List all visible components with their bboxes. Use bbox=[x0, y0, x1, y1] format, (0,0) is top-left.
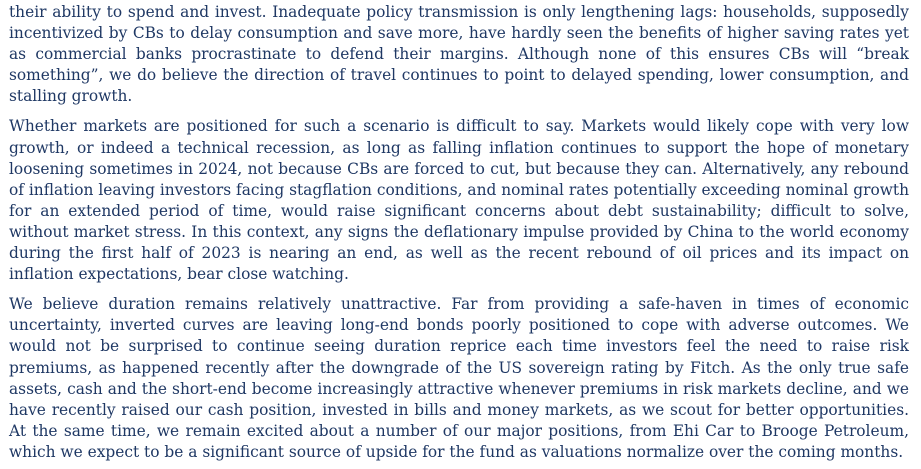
document-body bbox=[9, 2, 909, 463]
paragraph-market-positioning: Whether markets are positioned for such a scenario is difficult to say. Markets would likely cope with very low growth, or indeed a technical recession, as long as falling inflation continues to support the hope of monetary loosening sometimes in 2024, not because CBs are forced to cut, but because they can. Alternatively, any rebound of inflation leaving investors facing stagflation conditions, and nominal rates potentially exceeding nominal growth for an extended period of time, would raise significant concerns about debt sustainability; difficult to solve, without market stress. In this context, any signs the deflationary impulse provided by China to the world economy during the first half of 2023 is nearing an end, as well as the recent rebound of oil prices and its impact on inflation expectations, bear close watching. bbox=[9, 117, 909, 284]
paragraph-policy-transmission: their ability to spend and invest. Inadequate policy transmission is only lengthening lags: households, supposedly incentivized by CBs to delay consumption and save more, have hardly seen the benefits of higher saving rates yet as commercial banks procrastinate to defend their margins. Although none of this ensures CBs will “break something”, we do believe the direction of travel continues to point to delayed spending, lower consumption, and stalling growth. bbox=[9, 3, 909, 106]
paragraph-duration-outlook: We believe duration remains relatively unattractive. Far from providing a safe-haven in times of economic uncertainty, inverted curves are leaving long-end bonds poorly positioned to cope with adverse outcomes. We would not be surprised to continue seeing duration reprice each time investors feel the need to raise risk premiums, as happened recently after the downgrade of the US sovereign rating by Fitch. As the only true safe assets, cash and the short-end become increasingly attractive whenever premiums in risk markets decline, and we have recently raised our cash position, invested in bills and money markets, as we scout for better opportunities. At the same time, we remain excited about a number of our major positions, from Ehi Car to Brooge Petroleum, which we expect to be a significant source of upside for the fund as valuations normalize over the coming months. bbox=[9, 295, 909, 461]
